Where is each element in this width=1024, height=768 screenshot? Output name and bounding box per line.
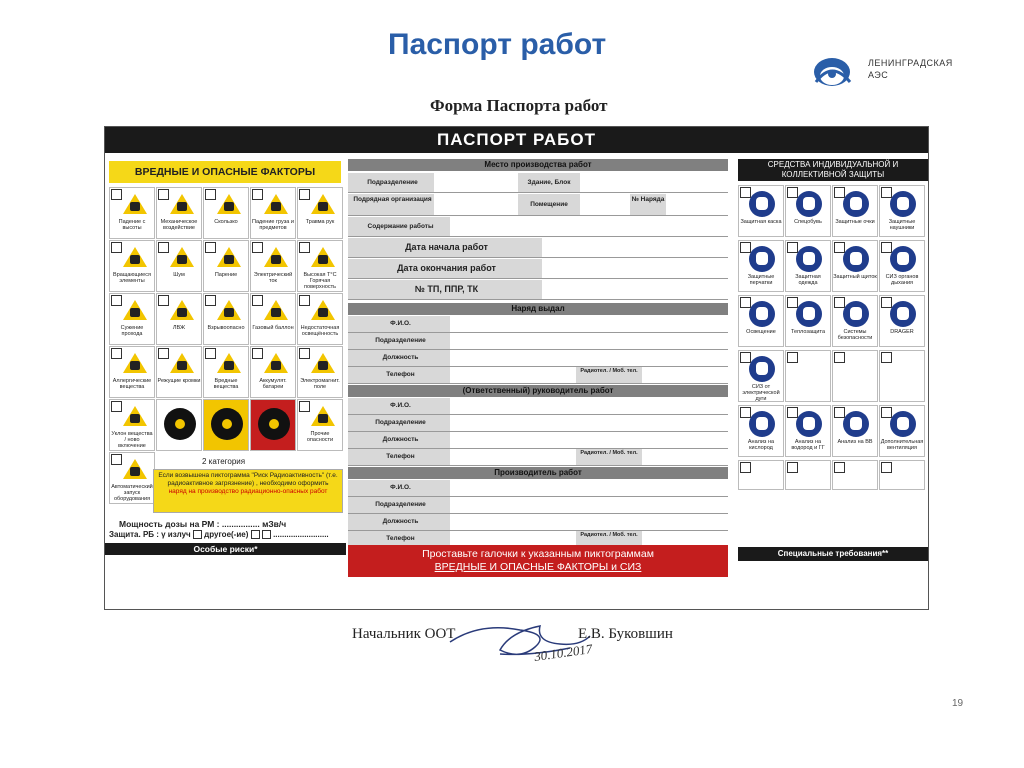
hazard-checkbox[interactable] <box>205 189 216 200</box>
ppe-label: Защитная одежда <box>795 274 821 286</box>
radiation-hazard-cell[interactable] <box>203 399 249 451</box>
label-permit-position: Должность <box>348 350 450 366</box>
row-division-building <box>348 173 728 193</box>
label-resp-position: Должность <box>348 432 450 448</box>
ppe-checkbox[interactable] <box>881 462 892 473</box>
ppe-label: Анализ на кислород <box>747 439 775 451</box>
radiation-trefoil-icon <box>211 408 243 440</box>
hazard-label: Прочие опасности <box>306 431 334 443</box>
warning-triangle-icon <box>123 247 147 267</box>
hazard-cell[interactable] <box>156 187 202 239</box>
warning-triangle-icon <box>170 353 194 373</box>
page-number: 19 <box>952 698 964 709</box>
hazard-label: Газовый баллон <box>252 325 294 331</box>
ppe-checkbox[interactable] <box>881 352 892 363</box>
ppe-checkbox[interactable] <box>881 242 892 253</box>
ppe-mandatory-icon <box>749 356 775 382</box>
row-permit-fio <box>348 316 728 333</box>
row-exec-division <box>348 497 728 514</box>
hazard-checkbox[interactable] <box>111 401 122 412</box>
logo-text-line2: АЭС <box>868 70 889 80</box>
ppe-label: Анализ на ВВ <box>837 439 873 445</box>
ppe-cell[interactable] <box>832 350 878 402</box>
instruction-line1: Проставьте галочки к указанным пиктограммам <box>422 548 654 560</box>
label-permit-no: № Наряда <box>630 194 666 215</box>
ppe-cell[interactable] <box>738 240 784 292</box>
radiation-trefoil-icon <box>258 408 290 440</box>
hazard-checkbox[interactable] <box>299 295 310 306</box>
label-exec-division: Подразделение <box>348 497 450 513</box>
hazard-checkbox[interactable] <box>299 189 310 200</box>
warning-triangle-icon <box>123 406 147 426</box>
hazard-label: Электромагнит. поле <box>300 378 340 390</box>
hazard-cell[interactable] <box>203 187 249 239</box>
hazard-checkbox[interactable] <box>158 348 169 359</box>
label-exec-fio: Ф.И.О. <box>348 480 450 496</box>
ppe-cell[interactable] <box>832 295 878 347</box>
warning-triangle-icon <box>311 247 335 267</box>
ppe-cell[interactable] <box>738 405 784 457</box>
ppe-checkbox[interactable] <box>881 297 892 308</box>
hazard-label: Травма рук <box>305 219 335 225</box>
radiation-hazard-cell[interactable] <box>250 399 296 451</box>
warning-triangle-icon <box>217 247 241 267</box>
section-permit: Наряд выдал <box>348 303 728 315</box>
dose-blank[interactable]: ................ <box>221 519 260 529</box>
hazard-label: Парение <box>214 272 238 278</box>
dose-label: Мощность дозы на РМ : <box>119 519 220 529</box>
ppe-cell[interactable] <box>879 350 925 402</box>
hazard-label: Аллергические вещества <box>112 378 152 390</box>
hazard-checkbox[interactable] <box>299 401 310 412</box>
section-executor: Производитель работ <box>348 467 728 479</box>
ppe-cell[interactable] <box>879 460 925 490</box>
ppe-label: Защитный щиток <box>833 274 877 280</box>
ppe-checkbox[interactable] <box>834 187 845 198</box>
hazards-header: ВРЕДНЫЕ И ОПАСНЫЕ ФАКТОРЫ <box>109 161 341 183</box>
hazard-label: Вредные вещества <box>213 378 239 390</box>
slide-title: Паспорт работ <box>388 28 607 61</box>
hazard-cell[interactable] <box>109 187 155 239</box>
hazard-checkbox[interactable] <box>205 242 216 253</box>
hazards-panel <box>105 157 346 609</box>
hazard-label: Сужение прохода <box>120 325 144 337</box>
ppe-label: Дополнительная вентиляция <box>880 439 924 451</box>
ppe-checkbox[interactable] <box>834 297 845 308</box>
warning-triangle-icon <box>264 247 288 267</box>
hazard-checkbox[interactable] <box>299 348 310 359</box>
warning-triangle-icon <box>217 353 241 373</box>
protection-other-label: другое(-ие) <box>204 530 249 539</box>
logo-text-line1: ЛЕНИНГРАДСКАЯ <box>868 58 953 68</box>
hazard-label: Недостаточная освещённость <box>300 325 340 337</box>
ppe-cell[interactable] <box>785 295 831 347</box>
ppe-cell[interactable] <box>785 350 831 402</box>
ppe-cell[interactable] <box>738 460 784 490</box>
ppe-mandatory-icon <box>843 411 869 437</box>
label-resp-division: Подразделение <box>348 415 450 431</box>
ppe-checkbox[interactable] <box>787 462 798 473</box>
gamma-checkbox[interactable] <box>193 530 202 539</box>
ppe-checkbox[interactable] <box>740 187 751 198</box>
hazard-cell[interactable] <box>250 293 296 345</box>
ppe-mandatory-icon <box>890 411 916 437</box>
hazard-cell[interactable] <box>250 240 296 292</box>
ppe-checkbox[interactable] <box>881 187 892 198</box>
hazard-checkbox[interactable] <box>158 189 169 200</box>
hazard-label: Высокая Т°С Горячая поверхность <box>303 272 337 290</box>
ppe-label: DRAGER <box>890 329 914 335</box>
ppe-cell[interactable] <box>832 240 878 292</box>
hazard-checkbox[interactable] <box>252 189 263 200</box>
ppe-mandatory-icon <box>890 191 916 217</box>
ppe-mandatory-icon <box>843 191 869 217</box>
hazard-label: Механическое воздействие <box>160 219 198 231</box>
ppe-panel <box>738 157 928 609</box>
warning-triangle-icon <box>123 459 147 479</box>
ppe-label: Анализ на водород и ГГ <box>791 439 825 451</box>
label-permit-division: Подразделение <box>348 333 450 349</box>
hazard-checkbox[interactable] <box>252 295 263 306</box>
row-resp-position <box>348 432 728 449</box>
ppe-cell[interactable] <box>832 405 878 457</box>
ppe-header: СРЕДСТВА ИНДИВИДУАЛЬНОЙ И КОЛЛЕКТИВНОЙ ЗАЩИТЫ <box>738 159 928 181</box>
section-responsible: (Ответственный) руководитель работ <box>348 385 728 397</box>
label-building: Здание, Блок <box>518 173 580 192</box>
hazard-label: Падение груза и предметов <box>252 219 294 231</box>
label-subcontractor: Подрядная организация <box>348 194 434 215</box>
ppe-cell[interactable] <box>879 240 925 292</box>
protection-label: Защита. РБ : γ излуч <box>109 530 191 539</box>
ppe-mandatory-icon <box>796 191 822 217</box>
hazard-checkbox[interactable] <box>205 295 216 306</box>
ppe-mandatory-icon <box>843 246 869 272</box>
category-label: 2 категория <box>202 457 246 466</box>
ppe-mandatory-icon <box>796 301 822 327</box>
hazard-cell[interactable] <box>109 452 155 504</box>
label-content: Содержание работы <box>348 217 450 236</box>
warning-triangle-icon <box>170 247 194 267</box>
warning-red-text: наряд на производство радиационно-опасных работ <box>168 488 328 495</box>
document-title: Форма Паспорта работ <box>430 96 608 115</box>
work-details-panel <box>348 157 728 610</box>
hazard-cell[interactable] <box>156 293 202 345</box>
ppe-cell[interactable] <box>785 405 831 457</box>
ppe-checkbox[interactable] <box>787 297 798 308</box>
atom-logo-icon <box>810 52 860 88</box>
hazard-checkbox[interactable] <box>111 454 122 465</box>
hazard-checkbox[interactable] <box>111 242 122 253</box>
hazard-label: Скользко <box>214 219 238 225</box>
hazard-label: Вращающиеся элементы <box>113 272 151 284</box>
hazard-cell[interactable] <box>297 293 343 345</box>
hazard-checkbox[interactable] <box>299 242 310 253</box>
hazard-cell[interactable] <box>109 293 155 345</box>
work-passport-form <box>104 126 929 610</box>
ppe-cell[interactable] <box>785 460 831 490</box>
row-permit-position <box>348 350 728 367</box>
hazard-checkbox[interactable] <box>158 242 169 253</box>
hazard-checkbox[interactable] <box>111 295 122 306</box>
section-work-place: Место производства работ <box>348 159 728 171</box>
ppe-mandatory-icon <box>843 301 869 327</box>
radiation-hazard-cell[interactable] <box>156 399 202 451</box>
label-room: Помещение <box>518 194 580 215</box>
dose-rate-line <box>119 519 286 529</box>
label-permit-radio: Радиотел. / Моб. тел. <box>576 367 642 383</box>
warning-triangle-icon <box>264 194 288 214</box>
warning-triangle-icon <box>264 300 288 320</box>
instruction-line2: ВРЕДНЫЕ И ОПАСНЫЕ ФАКТОРЫ и СИЗ <box>434 561 642 573</box>
label-exec-radio: Радиотел. / Моб. тел. <box>576 531 642 547</box>
ppe-checkbox[interactable] <box>740 462 751 473</box>
warning-triangle-icon <box>123 353 147 373</box>
row-content <box>348 217 728 237</box>
hazard-cell[interactable] <box>203 346 249 398</box>
label-exec-position: Должность <box>348 514 450 530</box>
ppe-checkbox[interactable] <box>834 407 845 418</box>
ppe-cell[interactable] <box>738 350 784 402</box>
special-requirements-bar: Специальные требования** <box>738 547 928 561</box>
ppe-cell[interactable] <box>738 185 784 237</box>
ppe-cell[interactable] <box>785 240 831 292</box>
ppe-mandatory-icon <box>749 191 775 217</box>
hazard-label: Взрывоопасно <box>207 325 245 331</box>
hazard-label: ЛВЖ <box>172 325 186 331</box>
ppe-checkbox[interactable] <box>787 352 798 363</box>
ppe-cell[interactable] <box>832 460 878 490</box>
ppe-cell[interactable] <box>832 185 878 237</box>
hazard-checkbox[interactable] <box>158 295 169 306</box>
hazard-cell[interactable] <box>203 293 249 345</box>
row-resp-phone <box>348 449 728 466</box>
extra-checkbox[interactable] <box>262 530 271 539</box>
ppe-mandatory-icon <box>749 246 775 272</box>
row-exec-fio <box>348 480 728 497</box>
protection-blank[interactable]: ......................... <box>273 530 329 539</box>
hazard-checkbox[interactable] <box>111 189 122 200</box>
hazard-checkbox[interactable] <box>252 242 263 253</box>
ppe-checkbox[interactable] <box>787 407 798 418</box>
row-resp-division <box>348 415 728 432</box>
label-exec-phone: Телефон <box>348 531 450 547</box>
ppe-mandatory-icon <box>796 411 822 437</box>
label-permit-phone: Телефон <box>348 367 450 383</box>
hazard-label: Уклон вещества / ново включение <box>111 431 153 449</box>
ppe-label: Освещение <box>746 329 776 335</box>
hazard-cell[interactable] <box>297 240 343 292</box>
ppe-checkbox[interactable] <box>834 242 845 253</box>
dose-unit: мЗв/ч <box>262 519 287 529</box>
hazard-cell[interactable] <box>297 187 343 239</box>
warning-triangle-icon <box>123 300 147 320</box>
ppe-mandatory-icon <box>749 301 775 327</box>
hazard-cell[interactable] <box>250 346 296 398</box>
hazard-label: Шум <box>173 272 185 278</box>
ppe-cell[interactable] <box>738 295 784 347</box>
hazard-label: Аккумулят. батареи <box>259 378 287 390</box>
warning-triangle-icon <box>170 300 194 320</box>
row-permit-division <box>348 333 728 350</box>
label-resp-fio: Ф.И.О. <box>348 398 450 414</box>
warning-triangle-icon <box>217 194 241 214</box>
hazard-cell[interactable] <box>203 240 249 292</box>
hazard-cell[interactable] <box>109 240 155 292</box>
hazard-cell[interactable] <box>297 399 343 451</box>
hazard-cell[interactable] <box>297 346 343 398</box>
warning-triangle-icon <box>170 194 194 214</box>
warning-triangle-icon <box>217 300 241 320</box>
ppe-label: СИЗ органов дыхания <box>885 274 919 286</box>
instruction-note <box>348 545 728 577</box>
hazard-label: Электрический ток <box>253 272 293 284</box>
ppe-checkbox[interactable] <box>834 352 845 363</box>
warning-triangle-icon <box>123 194 147 214</box>
ppe-checkbox[interactable] <box>740 407 751 418</box>
signer-position: Начальник ООТ <box>352 626 456 642</box>
ppe-cell[interactable] <box>879 185 925 237</box>
warning-triangle-icon <box>311 353 335 373</box>
warning-text: Если возвышена пиктограмма "Риск Радиоактивность" (т.е. радиоактивное загрязнение) , необходимо оформить <box>158 472 338 487</box>
row-resp-fio <box>348 398 728 415</box>
row-subcontractor-room <box>348 194 728 216</box>
row-start-date <box>348 238 728 258</box>
hazard-checkbox[interactable] <box>205 348 216 359</box>
ppe-label: Защитные перчатки <box>747 274 775 286</box>
ppe-label: Спецобувь <box>794 219 822 225</box>
ppe-cell[interactable] <box>879 405 925 457</box>
ppe-label: Теплозащита <box>790 329 826 335</box>
hazard-cell[interactable] <box>109 399 155 451</box>
ppe-label: Защитные очки <box>835 219 875 225</box>
ppe-checkbox[interactable] <box>834 462 845 473</box>
protection-line <box>109 530 329 539</box>
warning-triangle-icon <box>311 406 335 426</box>
ppe-checkbox[interactable] <box>740 242 751 253</box>
signer-name: Е.В. Буковшин <box>578 626 673 642</box>
ppe-label: Защитная каска <box>740 219 782 225</box>
warning-triangle-icon <box>311 300 335 320</box>
ppe-label: Защитные наушники <box>888 219 916 231</box>
row-end-date <box>348 259 728 279</box>
warning-triangle-icon <box>264 353 288 373</box>
hazard-label: Падение с высоты <box>118 219 146 231</box>
hazard-label: Режущие кромки <box>157 378 201 384</box>
row-permit-phone <box>348 367 728 384</box>
ppe-mandatory-icon <box>890 246 916 272</box>
label-start-date: Дата начала работ <box>348 238 542 257</box>
warning-triangle-icon <box>311 194 335 214</box>
ppe-mandatory-icon <box>890 301 916 327</box>
hazard-cell[interactable] <box>109 346 155 398</box>
company-logo <box>810 52 980 88</box>
hazard-checkbox[interactable] <box>252 348 263 359</box>
ppe-mandatory-icon <box>796 246 822 272</box>
ppe-cell[interactable] <box>785 185 831 237</box>
label-resp-phone: Телефон <box>348 449 450 465</box>
ppe-checkbox[interactable] <box>740 352 751 363</box>
hazard-checkbox[interactable] <box>111 348 122 359</box>
ppe-label: СИЗ от электрической дуги <box>742 384 780 402</box>
radiation-warning <box>153 469 343 513</box>
form-header: ПАСПОРТ РАБОТ <box>105 127 928 153</box>
ppe-checkbox[interactable] <box>787 187 798 198</box>
label-tp: № ТП, ППР, ТК <box>348 280 542 299</box>
label-permit-fio: Ф.И.О. <box>348 316 450 332</box>
radiation-trefoil-icon <box>164 408 196 440</box>
label-end-date: Дата окончания работ <box>348 259 542 278</box>
hazard-cell[interactable] <box>156 346 202 398</box>
hazard-cell[interactable] <box>156 240 202 292</box>
row-tp <box>348 280 728 300</box>
other-checkbox[interactable] <box>251 530 260 539</box>
ppe-checkbox[interactable] <box>740 297 751 308</box>
hazard-cell[interactable] <box>250 187 296 239</box>
ppe-checkbox[interactable] <box>787 242 798 253</box>
ppe-checkbox[interactable] <box>881 407 892 418</box>
row-exec-position <box>348 514 728 531</box>
hazard-label: Автоматический запуск оборудования <box>111 484 153 502</box>
label-resp-radio: Радиотел. / Моб. тел. <box>576 449 642 465</box>
signature-date: 30.10.2017 <box>533 641 594 665</box>
ppe-cell[interactable] <box>879 295 925 347</box>
special-risks-bar: Особые риски* <box>105 543 346 555</box>
ppe-mandatory-icon <box>749 411 775 437</box>
ppe-label: Системы безопасности <box>837 329 873 341</box>
label-division: Подразделение <box>348 173 434 192</box>
